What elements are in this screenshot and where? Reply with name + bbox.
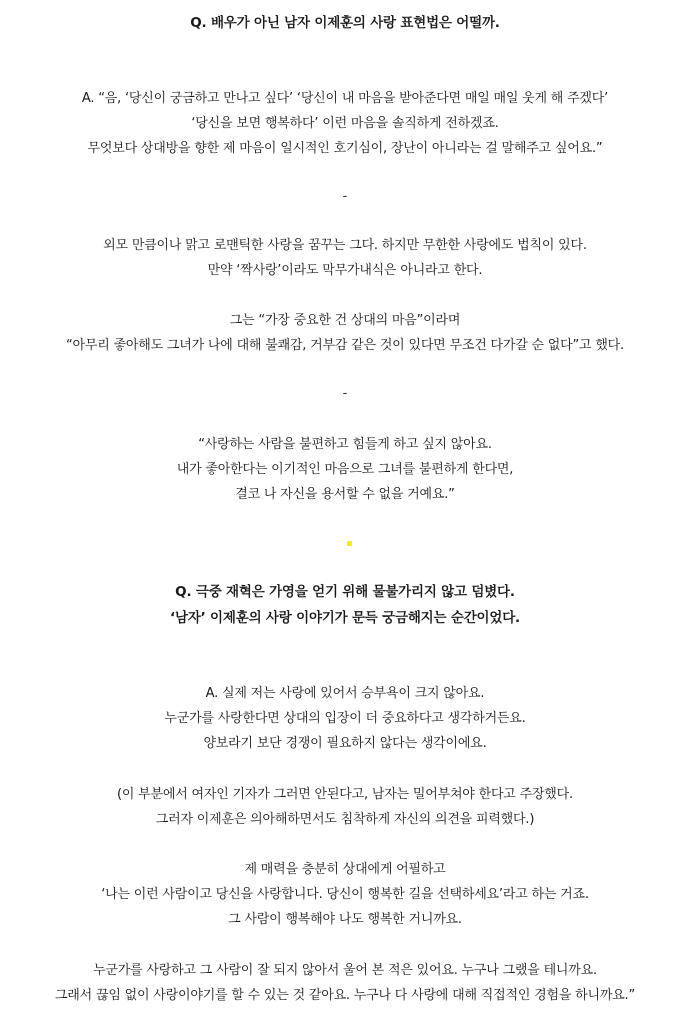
divider-1: - <box>342 189 348 204</box>
answer-2-line-2: 누군가를 사랑한다면 상대의 입장이 더 중요하다고 생각하거든요. <box>164 711 526 726</box>
answer-1-line-3: 무엇보다 상대방을 향한 제 마음이 일시적인 호기심이, 장난이 아니라는 걸 말해주고 싶어요.” <box>87 141 603 156</box>
answer-1-line-2: ‘당신을 보면 행복하다’ 이런 마음을 솔직하게 전하겠죠. <box>191 116 499 131</box>
answer-4-line-2: 그래서 끊임 없이 사랑이야기를 할 수 있는 것 같아요. 누구나 다 사랑에 대해 직접적인 경험을 하니까요.” <box>54 988 636 1003</box>
answer-2-line-1: A. 실제 저는 사랑에 있어서 승부욕이 크지 않아요. <box>205 686 485 701</box>
divider-2: - <box>342 386 348 401</box>
answer-3-line-1: 제 매력을 충분히 상대에게 어필하고 <box>244 862 446 877</box>
quote-line-2: 내가 좋아한다는 이기적인 마음으로 그녀를 불편하게 한다면, <box>176 462 514 477</box>
note-line-1: (이 부분에서 여자인 기자가 그러면 안된다고, 남자는 밀어부쳐야 한다고 주장했다. <box>117 787 573 802</box>
answer-1-line-1: A. “음, ‘당신이 궁금하고 만나고 싶다’ ‘당신이 내 마음을 받아준다면 매일 매일 웃게 해 주겠다’ <box>81 91 609 106</box>
question-1: Q. 배우가 아닌 남자 이제훈의 사랑 표현법은 어떨까. <box>190 15 500 31</box>
question-2-line-2: ‘남자’ 이제훈의 사랑 이야기가 문득 궁금해지는 순간이었다. <box>170 610 520 626</box>
paragraph-2-line-2: 만약 ‘짝사랑’이라도 막무가내식은 아니라고 한다. <box>207 263 483 278</box>
paragraph-2-line-1: 외모 만큼이나 맑고 로맨틱한 사랑을 꿈꾸는 그다. 하지만 무한한 사랑에도 법칙이 있다. <box>103 238 587 253</box>
answer-4-line-1: 누군가를 사랑하고 그 사람이 잘 되지 않아서 울어 본 적은 있어요. 누구나 그랬을 테니까요. <box>93 963 597 978</box>
note-line-2: 그러자 이제훈은 의아해하면서도 침착하게 자신의 의견을 피력했다.) <box>155 812 535 827</box>
answer-2-line-3: 양보라기 보단 경쟁이 필요하지 않다는 생각이에요. <box>203 736 487 751</box>
paragraph-3-line-2: “아무리 좋아해도 그녀가 나에 대해 불쾌감, 거부감 같은 것이 있다면 무조건 다가갈 순 없다”고 했다. <box>66 338 624 353</box>
quote-line-1: “사랑하는 사람을 불편하고 힘들게 하고 싶지 않아요. <box>198 437 492 452</box>
answer-3-line-3: 그 사람이 행복해야 나도 행복한 거니까요. <box>228 912 462 927</box>
question-2-line-1: Q. 극중 재혁은 가영을 얻기 위해 물불가리지 않고 덤볐다. <box>175 584 515 600</box>
paragraph-3-line-1: 그는 “가장 중요한 건 상대의 마음”이라며 <box>229 313 461 328</box>
answer-3-line-2: ‘나는 이런 사람이고 당신을 사랑합니다. 당신이 행복한 길을 선택하세요’라고 하는 거죠. <box>101 887 589 902</box>
yellow-dot-divider <box>347 541 352 546</box>
quote-line-3: 결코 나 자신을 용서할 수 없을 거예요.” <box>235 487 455 502</box>
